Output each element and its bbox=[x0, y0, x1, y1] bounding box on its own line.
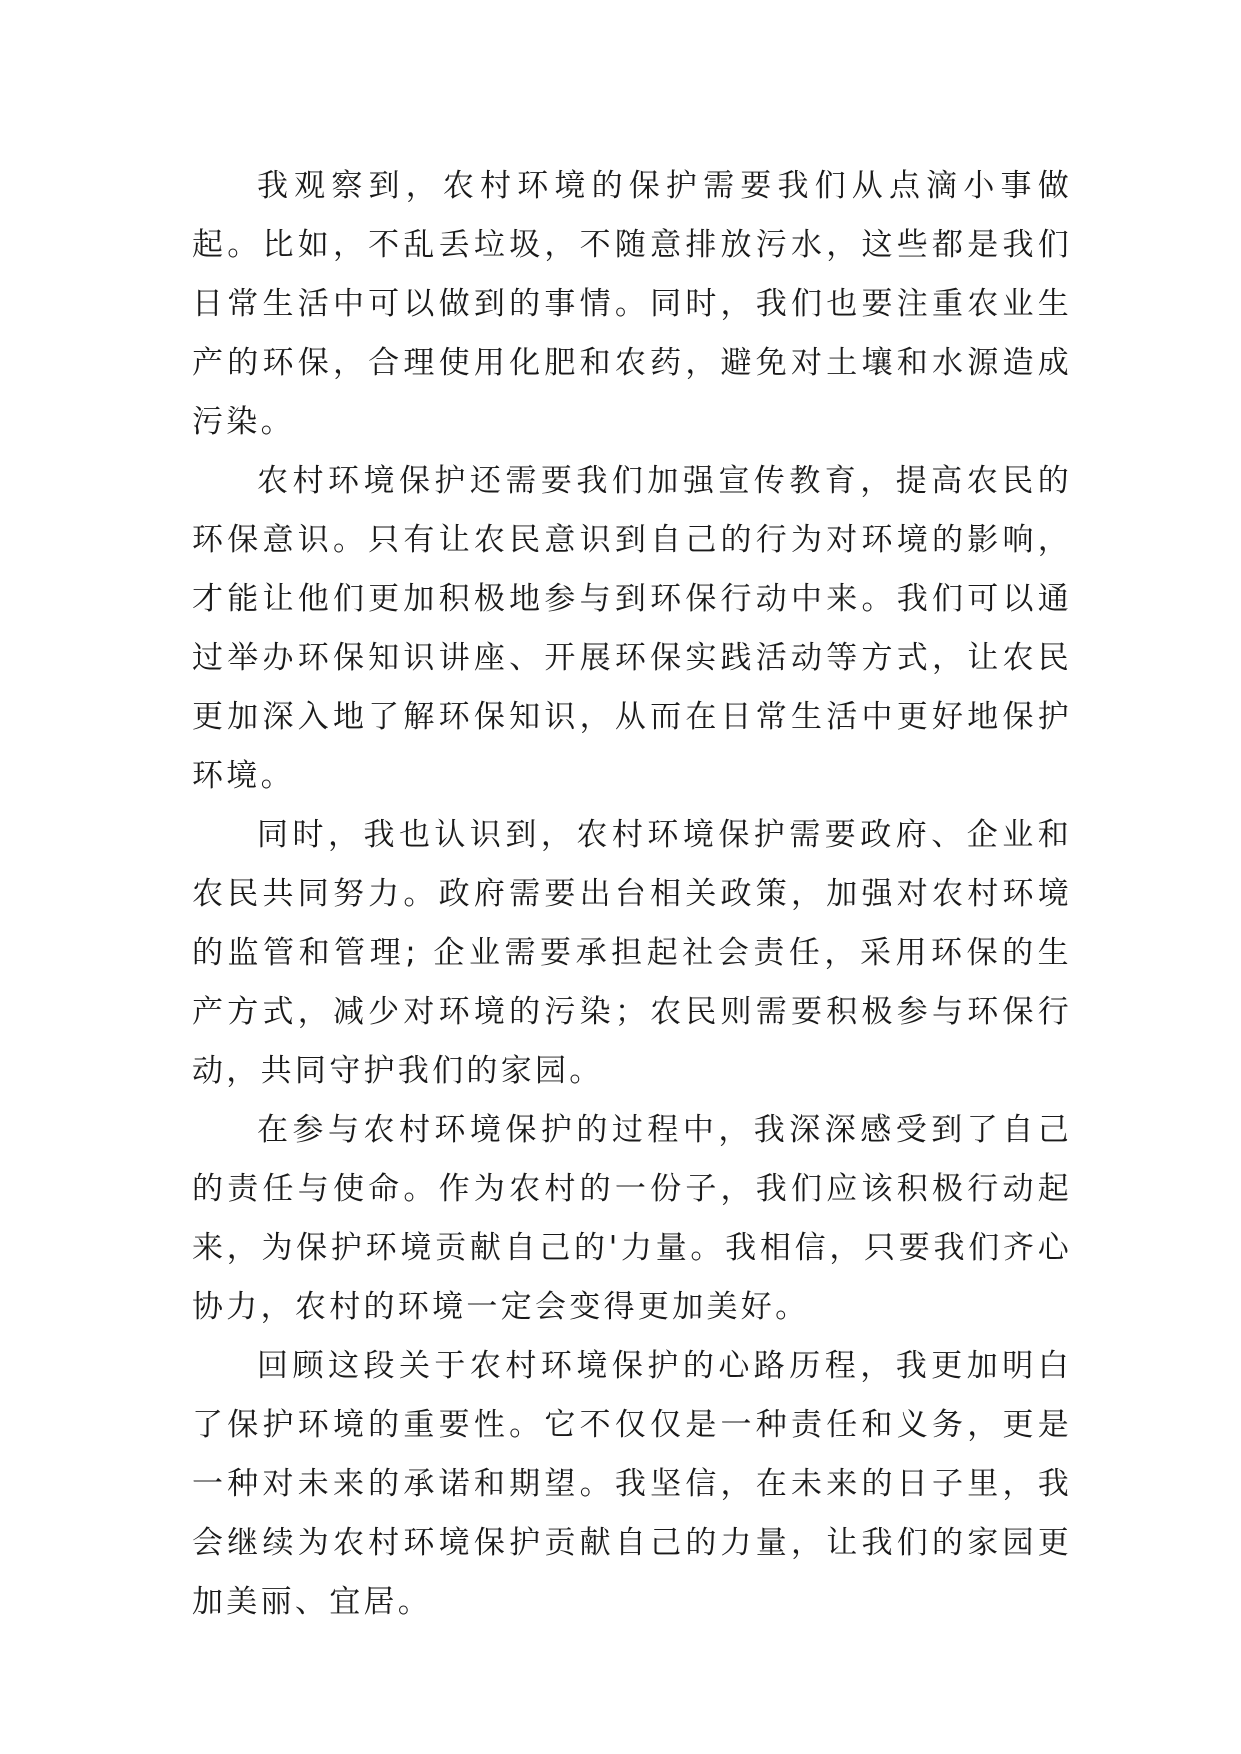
paragraph-2: 农村环境保护还需要我们加强宣传教育，提高农民的环保意识。只有让农民意识到自己的行为对环境的影响，才能让他们更加积极地参与到环保行动中来。我们可以通过举办环保知识讲座、开展环保实践活动等方式，让农民更加深入地了解环保知识，从而在日常生活中更好地保护环境。 bbox=[192, 463, 1072, 794]
document-body bbox=[192, 157, 1072, 1632]
paragraph-3: 同时，我也认识到，农村环境保护需要政府、企业和农民共同努力。政府需要出台相关政策，加强对农村环境的监管和管理; 企业需要承担起社会责任，采用环保的生产方式，减少对环境的污染；农民则需要积极参与环保行动，共同守护我们的家园。 bbox=[192, 817, 1072, 1089]
paragraph-4: 在参与农村环境保护的过程中，我深深感受到了自己的责任与使命。作为农村的一份子，我们应该积极行动起来，为保护环境贡献自己的'力量。我相信，只要我们齐心协力，农村的环境一定会变得更加美好。 bbox=[192, 1112, 1072, 1325]
paragraph-5: 回顾这段关于农村环境保护的心路历程，我更加明白了保护环境的重要性。它不仅仅是一种责任和义务，更是一种对未来的承诺和期望。我坚信，在未来的日子里，我会继续为农村环境保护贡献自己的力量，让我们的家园更加美丽、宜居。 bbox=[192, 1348, 1072, 1620]
paragraph-1: 我观察到，农村环境的保护需要我们从点滴小事做起。比如，不乱丢垃圾，不随意排放污水，这些都是我们日常生活中可以做到的事情。同时，我们也要注重农业生产的环保，合理使用化肥和农药，避免对土壤和水源造成污染。 bbox=[192, 168, 1072, 440]
